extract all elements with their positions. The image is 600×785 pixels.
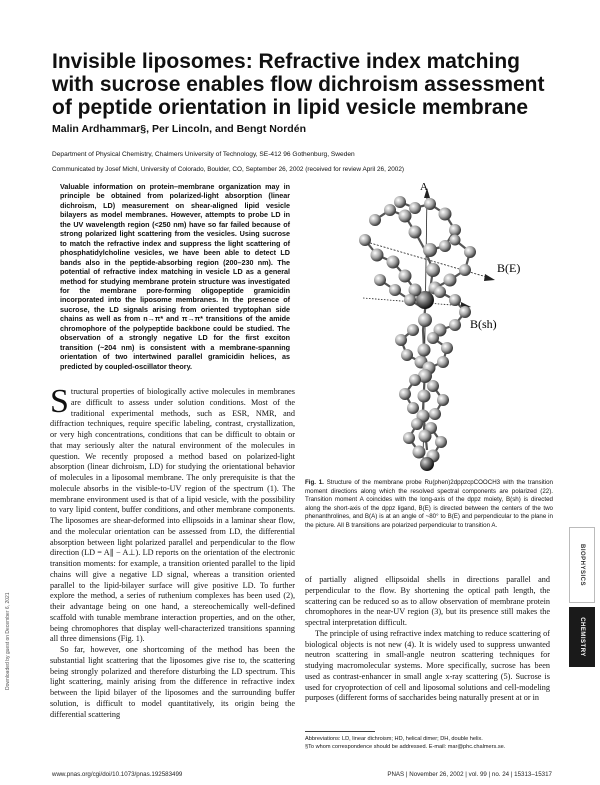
footnotes xyxy=(305,735,550,751)
paragraph-3: of partially aligned ellipsoidal shells in directions parallel and perpendicular to the flow. By shortening the optical path length, the scattering can be reduced so as to allow observation of membrane protein chromophores in the near-UV region (3), but its presence still makes the spectral interpretation difficult. xyxy=(305,575,550,627)
paragraph-1-text: tructural properties of biologically active molecules in membranes are difficult to assess under solution conditions. Most of the traditional experimental methods, such as ESR, NMR, and diffraction techniques, require specific labeling, contrast, crystallization, or very high concentrations, conditions that can be difficult to obtain or that may seriously alter the natural environment of the molecules in question. We recently proposed a method based on polarized-light absorption (linear dichroism, LD) for studying the orientational behavior of molecules in a liposomal membrane. The only prerequisite is that the molecule absorbs in the visible-to-UV region of the spectrum (1). The membrane environment used is that of a lipid vesicle, with the possibility to vary lipid content, buffer conditions, and other membrane components. The liposomes are shear-deformed into ellipsoids in a laminar shear flow, and the molecular orientation can be assessed from LD, the differential absorption between light polarized parallel and perpendicular to the flow direction (LD = A∥ − A⊥). LD reports on the orientation of the electronic transition moments: for example, a transition oriented parallel to the lipid chains will give a negative LD signal, whereas a transition oriented parallel to the lipid-bilayer surface will give positive LD. To further explore the method, a series of ruthenium complexes has been used (2), their advantage being on one hand, a stereochemically well-defined scaffold with tunable membrane interaction properties, and on the other, being chromophores that display well-characterized transitions spanning all three dimensions (Fig. 1). xyxy=(50,387,295,644)
axis-be-arrowhead xyxy=(484,274,495,281)
footnote-correspondence: §To whom correspondence should be addressed. E-mail: mar@phc.chalmers.se. xyxy=(305,744,506,750)
paragraph-4: The principle of using refractive index matching to reduce scattering of biological objects is not new (4). It is widely used to suppress unwanted neutron scattering in small-angle neutron scattering techniques for studying macromolecular systems. More specifically, sucrose has been used as contrast-enhancer in small angle x-ray scattering (5). Sucrose is used for cryoprotection of cell and liposomal solutions and cell-modeling purposes (different forms of saccharides being naturally present at or in xyxy=(305,628,550,703)
label-bsh: B(sh) xyxy=(470,317,497,331)
article-title: Invisible liposomes: Refractive index matching with sucrose enables flow dichroism assessment of peptide orientation in lipid vesicle membrane xyxy=(52,50,545,119)
figure-1-caption xyxy=(305,479,553,531)
caption-label: Fig. 1. xyxy=(305,479,324,486)
body-column-right xyxy=(305,575,550,704)
label-be: B(E) xyxy=(497,261,521,275)
drop-cap: S xyxy=(50,383,69,420)
molecule-atoms xyxy=(359,196,476,471)
communicated-line: Communicated by Josef Michl, University of Colorado, Boulder, CO, September 26, 2002 (received for review April 26, 2002) xyxy=(52,166,405,173)
footnote-abbreviations: Abbreviations: LD, linear dichroism; HD, helical dimer; DH, double helix. xyxy=(305,736,483,742)
author-list: Malin Ardhammar§, Per Lincoln, and Bengt Nordén xyxy=(52,123,306,135)
paragraph-2: So far, however, one shortcoming of the method has been the substantial light scattering that the liposomes give rise to, the scattering being strongly polarized and therefore disturbing the LD spectrum. This light scattering, mainly arising from the difference in refractive index between the lipid bilayer of the liposomes and the surrounding buffer solution, is difficult to model quantitatively, its origin being the differential scattering xyxy=(50,645,295,719)
affiliation: Department of Physical Chemistry, Chalmers University of Technology, SE-412 96 Gothenburg, Sweden xyxy=(52,151,355,158)
footnote-rule xyxy=(305,731,375,732)
paragraph-1 xyxy=(50,383,295,645)
figure-1-molecule xyxy=(305,180,555,475)
body-column-left xyxy=(50,383,295,720)
side-tab-chemistry: CHEMISTRY xyxy=(569,607,595,667)
caption-text: Structure of the membrane probe Ru(phen)2dppzcpCOOCH3 with the transition moment directions along which the resolved spectral components are polarized (22). Transition moment A coincides with the long-axis of the dppz moiety, B(sh) is directed along the short-axis of the dppz ligand, B(E) is directed between the centers of the two phenanthrolines, and B(A) is at an angle of ~80° to B(E) and perpendicular to the plane in the picture. All B transitions are polarized perpendicular to transition A. xyxy=(305,479,553,529)
abstract-text: Valuable information on protein–membrane organization may in principle be obtained from polarized-light absorption (linear dichroism, LD) measurement on shear-aligned lipid vesicle bilayers as model membranes. However, attempts to probe LD in the UV wavelength region (<250 nm) have so far failed because of strong polarized light scattering from the vesicles. Using sucrose to match the refractive index and suppress the light scattering of phosphatidylcholine vesicles, we have been able to detect LD bands also in the peptide-absorbing region (200–230 nm). The potential of refractive index matching in vesicle LD as a general method for studying membrane protein structure was investigated for the membrane pore-forming oligopeptide gramicidin incorporated into the liposome membranes. In the presence of sucrose, the LD signals arising from oriented tryptophan side chains as well as from n→π* and π→π* transitions of the amide chromophore of the polypeptide backbone could be studied. The observation of a strongly negative LD for the first exciton transition (~204 nm) is consistent with a membrane-spanning orientation of two intertwined parallel gramicidin helices, as predicted by coupled-oscillator theory. xyxy=(60,182,290,371)
footer-doi: www.pnas.org/cgi/doi/10.1073/pnas.192583499 xyxy=(52,771,183,778)
side-tab-biophysics: BIOPHYSICS xyxy=(569,527,595,603)
abstract xyxy=(60,182,290,371)
download-note: Downloaded by guest on December 6, 2021 xyxy=(5,592,11,690)
footer-journal: PNAS | November 26, 2002 | vol. 99 | no. 24 | 15313–15317 xyxy=(387,771,552,778)
label-a: A xyxy=(420,181,428,193)
